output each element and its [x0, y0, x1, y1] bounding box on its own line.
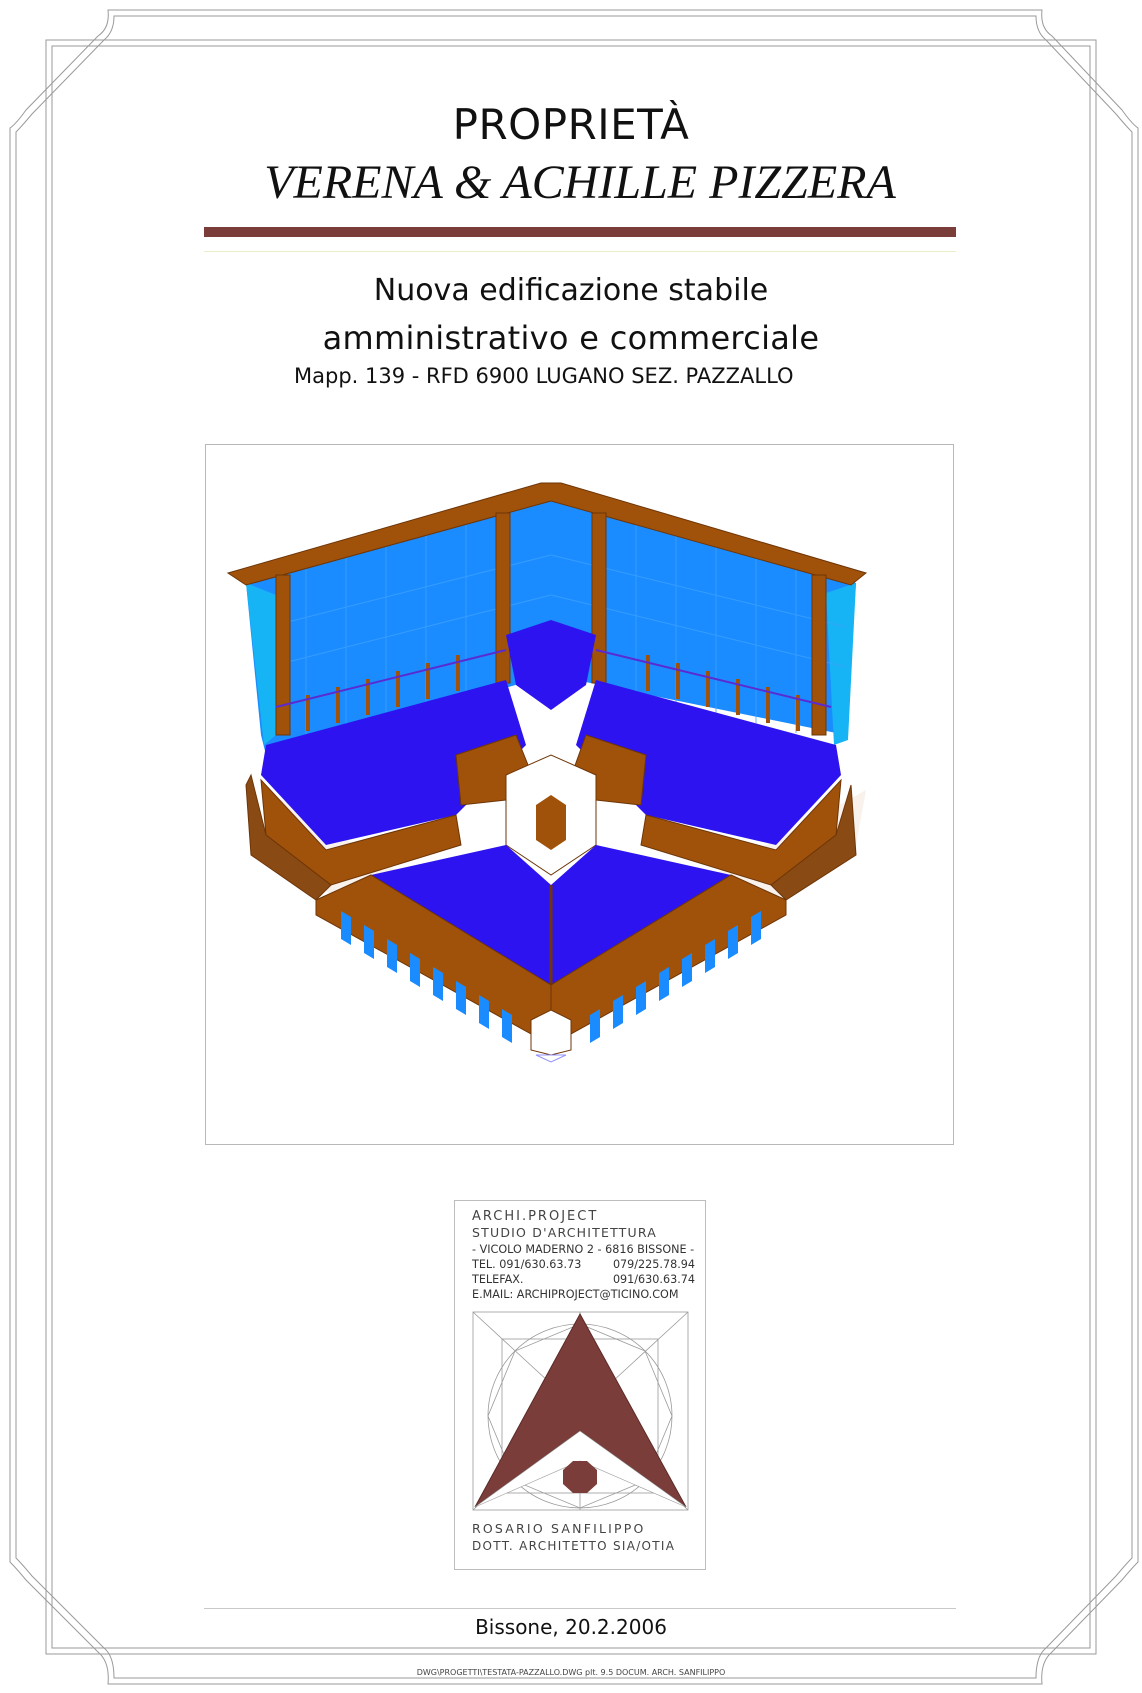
parcel-location: Mapp. 139 - RFD 6900 LUGANO SEZ. PAZZALLO: [294, 364, 794, 388]
architect-name: ROSARIO SANFILIPPO: [472, 1521, 646, 1536]
studio-phone: TEL. 091/630.63.73: [472, 1258, 582, 1271]
studio-fax-number: 091/630.63.74: [612, 1273, 695, 1286]
studio-mobile: 079/225.78.94: [612, 1258, 695, 1271]
project-description-line1: Nuova edificazione stabile: [373, 273, 769, 308]
studio-phone-row: [472, 1258, 695, 1271]
title-divider: [204, 227, 956, 237]
architect-title: DOTT. ARCHITETTO SIA/OTIA: [472, 1539, 676, 1553]
file-reference: DWG\PROGETTI\TESTATA-PAZZALLO.DWG plt. 9.5 DOCUM. ARCH. SANFILIPPO: [416, 1668, 726, 1677]
studio-name: ARCHI.PROJECT: [472, 1209, 599, 1224]
footer-divider: [204, 1608, 956, 1609]
place-date: Bissone, 20.2.2006: [475, 1615, 667, 1639]
owner-names: VERENA & ACHILLE PIZZERA: [264, 156, 896, 209]
project-description-line2: amministrativo e commerciale: [322, 319, 820, 357]
building-render: [205, 444, 954, 1145]
studio-subtitle: STUDIO D'ARCHITETTURA: [472, 1225, 657, 1240]
studio-stamp: [454, 1200, 706, 1570]
studio-email: E.MAIL: ARCHIPROJECT@TICINO.COM: [472, 1288, 679, 1301]
studio-fax-label: TELEFAX.: [472, 1273, 524, 1286]
building-render-drawing: [206, 445, 953, 1144]
studio-address: - VICOLO MADERNO 2 - 6816 BISSONE -: [472, 1243, 695, 1256]
architect-logo-icon: [472, 1311, 689, 1511]
title-divider-thin: [204, 251, 956, 252]
owner-title-label: PROPRIETÀ: [452, 100, 690, 149]
studio-fax-row: [472, 1273, 695, 1286]
